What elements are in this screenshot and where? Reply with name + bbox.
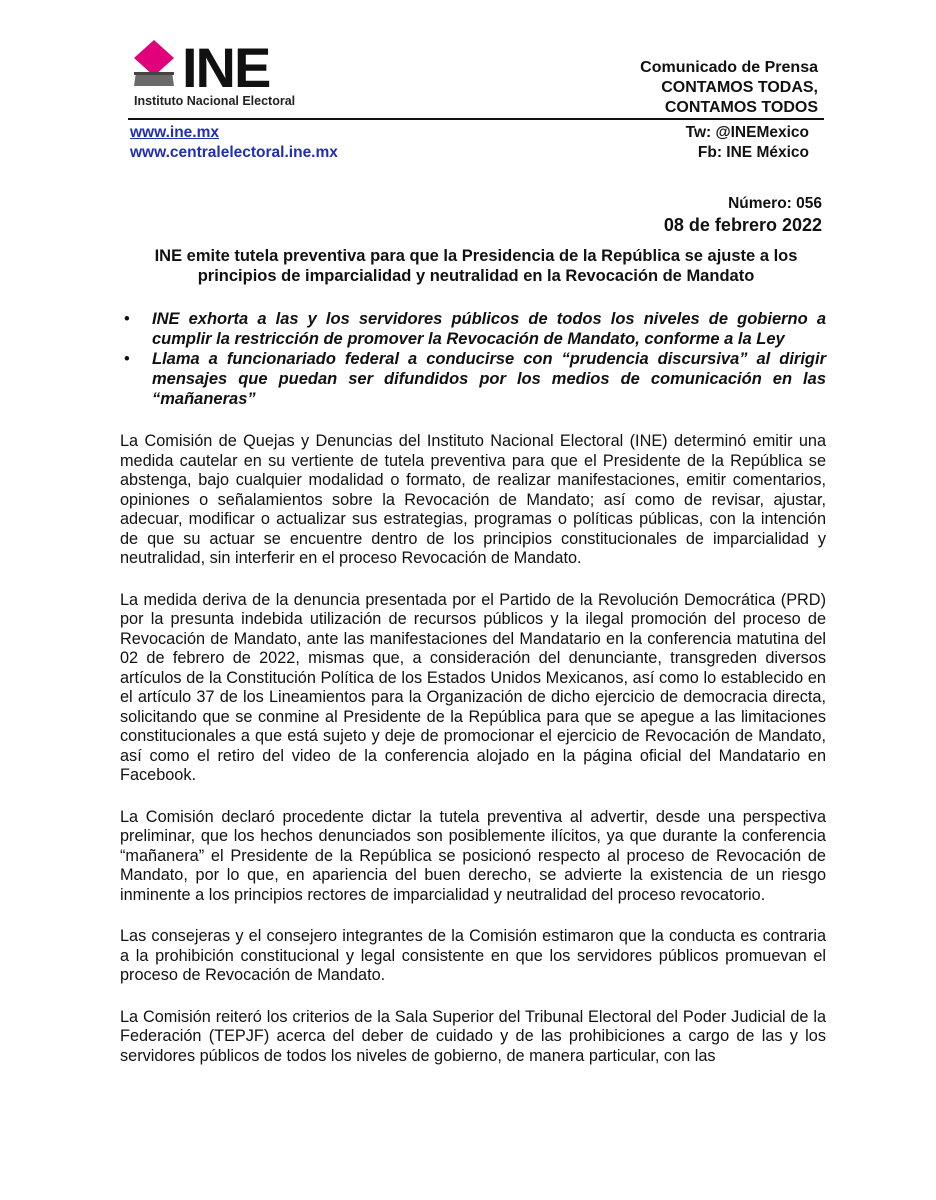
bullet-text: INE exhorta a las y los servidores públicos de todos los niveles de gobierno a cumplir la restricción de promover la Revocación de Mandato, conforme a la Ley <box>152 310 826 348</box>
logo-wordmark: INE <box>182 36 270 99</box>
release-date: 08 de febrero 2022 <box>663 215 822 235</box>
paragraph: La Comisión declaró procedente dictar la tutela preventiva al advertir, desde una perspectiva preliminar, que los hechos denunciados son posiblemente ilícitos, ya que durante la conferencia “mañanera” el Presidente de la República se posicionó respecto al proceso de Revocación de Mandato, por lo que, en apariencia del buen derecho, se advierte la existencia de un riesgo inminente a los principios rectores de imparcialidad y neutralidad del proceso revocatorio. <box>120 807 826 904</box>
slogan-line-2: CONTAMOS TODOS <box>664 99 818 116</box>
press-label: Comunicado de Prensa <box>640 59 818 76</box>
headline: INE emite tutela preventiva para que la Presidencia de la República se ajuste a los principios de imparcialidad y neutralidad en la Revocación de Mandato <box>154 247 798 285</box>
bullet-item <box>120 349 826 409</box>
body-text <box>120 432 826 1088</box>
ine-logo <box>130 38 330 114</box>
paragraph: La medida deriva de la denuncia presentada por el Partido de la Revolución Democrática (PRD) por la presunta indebida utilización de recursos públicos y la ilegal promoción del proceso de Revocación de Mandato, ante las manifestaciones del Mandatario en la conferencia matutina del 02 de febrero de 2022, mismas que, a consideración del denunciante, transgreden diversos artículos de la Constitución Política de los Estados Unidos Mexicanos, así como lo establecido en el artículo 37 de los Lineamientos para la Organización de dicho ejercicio de democracia directa, solicitando que se conmine al Presidente de la República para que se apegue a las limitaciones constitucionales a que está sujeto y deje de promocionar el ejercicio de Revocación de Mandato, así como el retiro del video de la conferencia alojado en la página oficial del Mandatario en Facebook. <box>120 590 826 784</box>
release-meta <box>664 194 822 236</box>
slogan-line-1: CONTAMOS TODAS, <box>661 79 818 96</box>
logo-subtitle: Instituto Nacional Electoral <box>134 94 296 108</box>
header-divider <box>128 118 824 120</box>
bullet-text: Llama a funcionariado federal a conducirse con “prudencia discursiva” al dirigir mensajes que puedan ser difundidos por los medios de comunicación en las “mañaneras” <box>152 350 826 408</box>
link-ine[interactable]: www.ine.mx <box>130 124 220 141</box>
ballot-box-icon <box>130 38 182 96</box>
paragraph: La Comisión de Quejas y Denuncias del Instituto Nacional Electoral (INE) determinó emitir una medida cautelar en su vertiente de tutela preventiva para que el Presidente de la República se abstenga, bajo cualquier modalidad o formato, de realizar manifestaciones, emitir comentarios, opiniones o señalamientos sobre la Revocación de Mandato; así como de revisar, ajustar, adecuar, modificar o actualizar sus estrategias, programas o políticas públicas, con la intención de que su actuar se encuentre dentro de los principios constitucionales de imparcialidad y neutralidad, sin interferir en el proceso Revocación de Mandato. <box>120 432 826 567</box>
twitter-handle: Tw: @INEMexico <box>685 124 809 141</box>
paragraph: Las consejeras y el consejero integrantes de la Comisión estimaron que la conducta es contraria a la prohibición constitucional y legal consistente en que los servidores públicos promuevan el proceso de Revocación de Mandato. <box>120 927 826 984</box>
press-header <box>640 58 818 118</box>
release-number: Número: 056 <box>728 195 822 212</box>
website-links <box>130 123 338 163</box>
bullet-item <box>120 309 826 349</box>
bullet-dot-icon: • <box>124 310 130 328</box>
social-handles <box>686 123 809 163</box>
summary-bullets <box>120 309 826 409</box>
facebook-handle: Fb: INE México <box>697 144 809 161</box>
paragraph: La Comisión reiteró los criterios de la Sala Superior del Tribunal Electoral del Poder Judicial de la Federación (TEPJF) acerca del deber de cuidado y de las prohibiciones a cargo de las y los servidores públicos de todos los niveles de gobierno, de manera particular, con las <box>120 1007 826 1065</box>
bullet-dot-icon: • <box>124 350 130 368</box>
link-centralelectoral[interactable]: www.centralelectoral.ine.mx <box>130 144 338 161</box>
